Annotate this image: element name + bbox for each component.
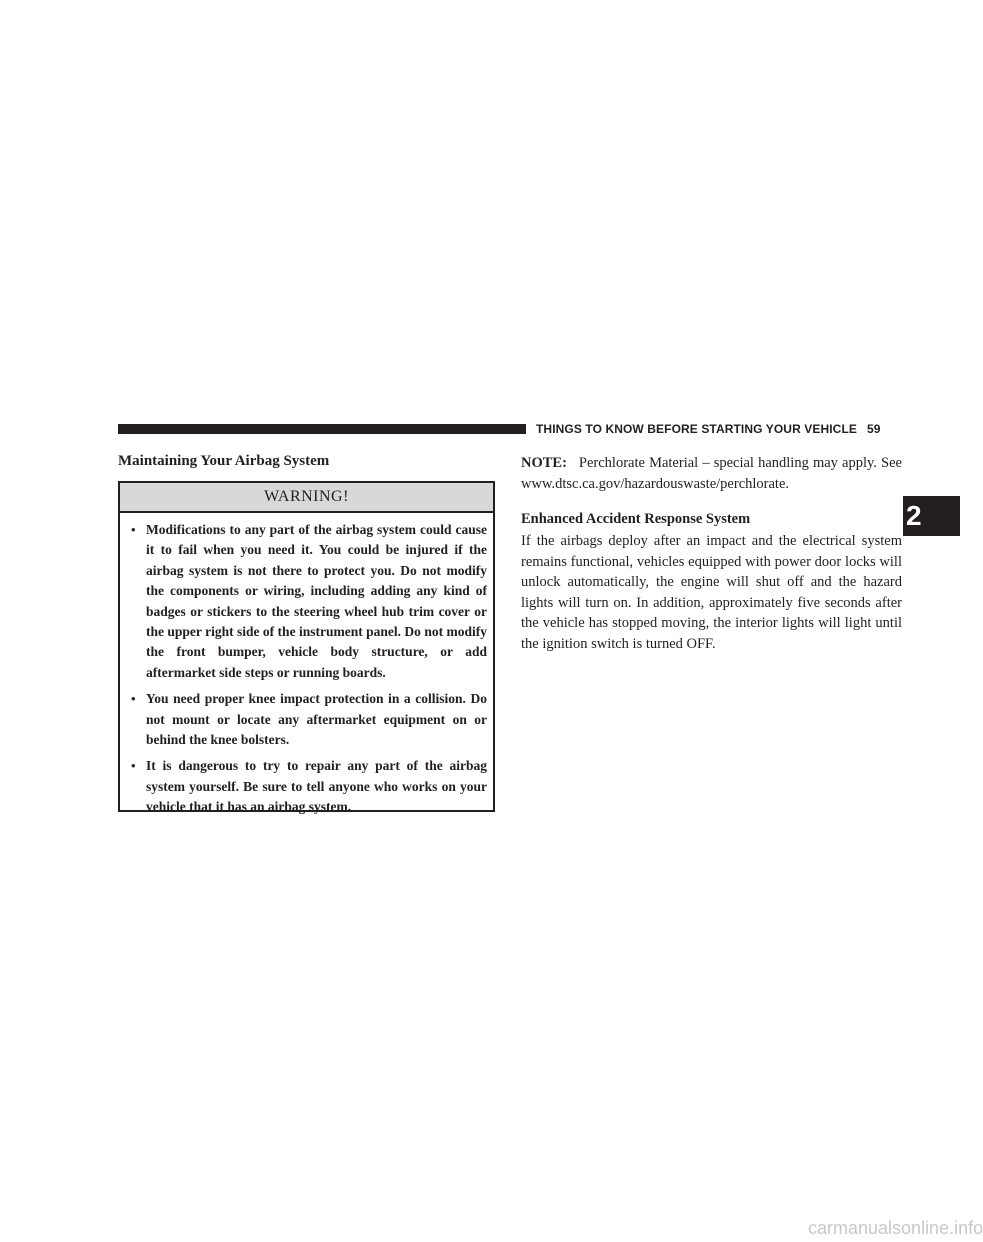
warning-heading: WARNING! xyxy=(120,483,493,513)
warning-item xyxy=(131,520,487,683)
note-paragraph xyxy=(521,453,902,494)
page-number: 59 xyxy=(866,422,881,436)
running-header xyxy=(536,422,881,436)
warning-item-text: Modifications to any part of the airbag system could cause it to fail when you need it. You could be injured if the airbag system is not there to protect you. Do not modify the components or wiring, including adding any kind of badges or stickers to the steering wheel hub trim cover or the upper right side of the instrument panel. Do not modify the front bumper, vehicle body structure, or add aftermarket side steps or running boards. xyxy=(146,522,487,680)
header-title: THINGS TO KNOW BEFORE STARTING YOUR VEHICLE xyxy=(536,422,857,436)
section-title: Maintaining Your Airbag System xyxy=(118,453,330,469)
note-text: Perchlorate Material – special handling may apply. See www.dtsc.ca.gov/hazardouswaste/perchlorate. xyxy=(521,455,902,492)
chapter-tab: 2 xyxy=(903,496,960,536)
warning-item xyxy=(131,689,487,750)
body-paragraph: If the airbags deploy after an impact and the electrical system remains functional, vehicles equipped with power door locks will unlock automatically, the engine will shut off and the hazard lights will turn on. In addition, approximately five seconds after the vehicle has stopped moving, the interior lights will light until the ignition switch is turned OFF. xyxy=(521,533,902,652)
subheading: Enhanced Accident Response System xyxy=(521,511,751,527)
warning-item-text: It is dangerous to try to repair any part of the airbag system yourself. Be sure to tell anyone who works on your vehicle that it has an airbag system. xyxy=(146,758,487,815)
warning-item-text: You need proper knee impact protection in a collision. Do not mount or locate any aftermarket equipment on or behind the knee bolsters. xyxy=(146,691,487,748)
bullet-icon: • xyxy=(131,522,136,537)
bullet-icon: • xyxy=(131,758,136,774)
warning-list xyxy=(120,513,493,818)
bullet-icon: • xyxy=(131,691,136,707)
header-rule xyxy=(118,424,526,434)
warning-item xyxy=(131,756,487,817)
warning-box xyxy=(118,481,495,815)
watermark: carmanualsonline.info xyxy=(808,1218,983,1238)
note-label: NOTE: xyxy=(521,455,567,471)
